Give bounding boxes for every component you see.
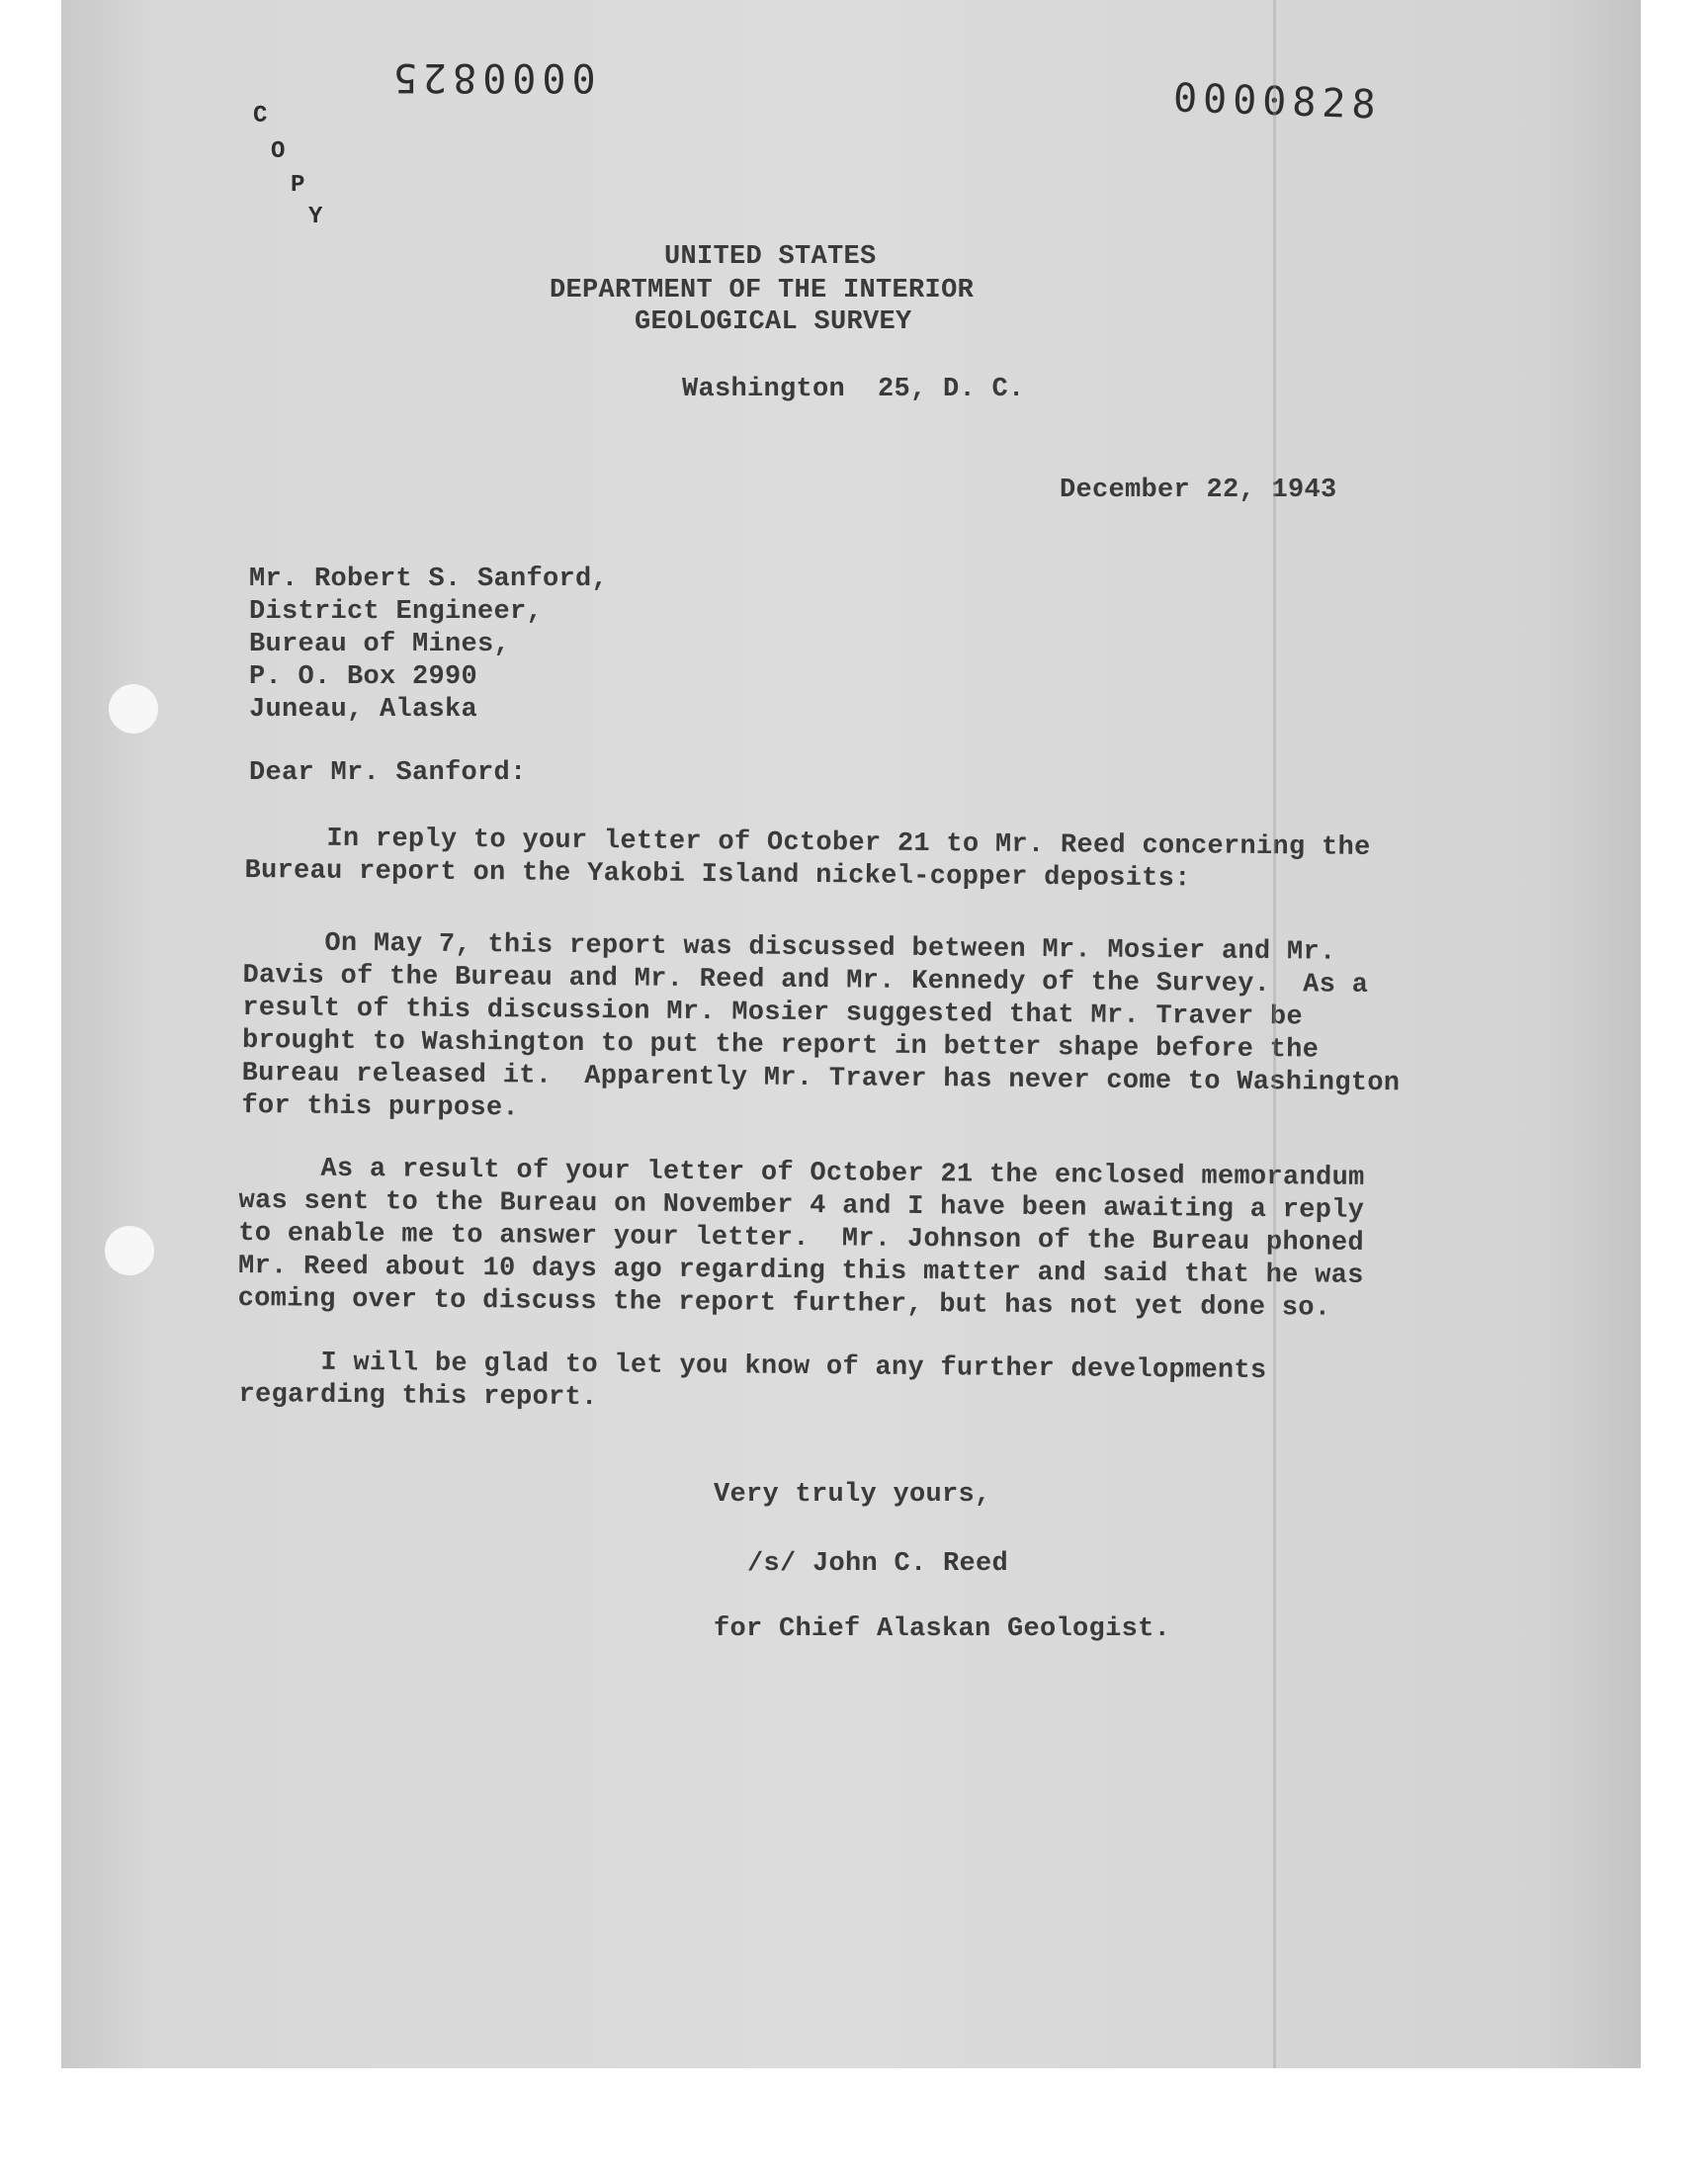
copy-mark-p: P <box>291 172 305 199</box>
recipient-line: Mr. Robert S. Sanford, <box>249 565 609 594</box>
signature: /s/ John C. Reed <box>747 1549 1009 1579</box>
paragraph-1 <box>244 823 1370 898</box>
body-line: As a result of your letter of October 21 the enclosed memorandum <box>238 1154 1365 1193</box>
document-page <box>61 0 1641 2068</box>
recipient-line: District Engineer, <box>249 597 544 627</box>
recipient-address <box>249 564 608 727</box>
body-line: Bureau report on the Yakobi Island nickel-copper deposits: <box>244 855 1191 895</box>
body-line: Davis of the Bureau and Mr. Reed and Mr. Kennedy of the Survey. As a <box>242 960 1369 1000</box>
letterhead-agency: GEOLOGICAL SURVEY <box>635 307 912 337</box>
body-line: Mr. Reed about 10 days ago regarding this matter and said that he was <box>237 1251 1364 1291</box>
body-line: I will be glad to let you know of any further developments <box>238 1348 1267 1387</box>
letterhead-department: DEPARTMENT OF THE INTERIOR <box>550 276 975 305</box>
letterhead-address: Washington 25, D. C. <box>682 375 1025 404</box>
body-line: to enable me to answer your letter. Mr. Johnson of the Bureau phoned <box>238 1218 1365 1259</box>
recipient-line: Bureau of Mines, <box>249 630 511 659</box>
page-number-stamp: 0000828 <box>1172 75 1383 129</box>
body-line: result of this discussion Mr. Mosier suggested that Mr. Traver be <box>242 993 1304 1033</box>
valediction: Very truly yours, <box>714 1480 991 1510</box>
paragraph-2 <box>241 927 1401 1133</box>
signer-title: for Chief Alaskan Geologist. <box>714 1614 1171 1644</box>
body-line: On May 7, this report was discussed between Mr. Mosier and Mr. <box>242 927 1336 968</box>
body-line: brought to Washington to put the report in better shape before the <box>241 1025 1320 1066</box>
body-line: regarding this report. <box>238 1379 598 1414</box>
copy-mark-y: Y <box>308 204 323 230</box>
body-line: In reply to your letter of October 21 to Mr. Reed concerning the <box>244 823 1371 863</box>
recipient-line: P. O. Box 2990 <box>249 662 478 692</box>
paragraph-4 <box>238 1347 1266 1421</box>
punch-hole-top <box>109 684 158 734</box>
recipient-line: Juneau, Alaska <box>249 695 478 725</box>
body-line: was sent to the Bureau on November 4 and I have been awaiting a reply <box>238 1185 1365 1226</box>
body-line: coming over to discuss the report further, but has not yet done so. <box>237 1283 1331 1324</box>
body-line: for this purpose. <box>241 1090 520 1124</box>
punch-hole-bottom <box>105 1226 154 1275</box>
salutation: Dear Mr. Sanford: <box>249 758 527 788</box>
body-line: Bureau released it. Apparently Mr. Traver has never come to Washington <box>241 1058 1401 1099</box>
page-number-stamp-inverted: 0000825 <box>387 54 596 100</box>
letterhead-country: UNITED STATES <box>664 242 877 272</box>
letter-date: December 22, 1943 <box>1060 476 1337 505</box>
copy-mark-o: O <box>271 138 286 165</box>
copy-mark-c: C <box>253 103 268 130</box>
paragraph-3 <box>238 1153 1365 1326</box>
